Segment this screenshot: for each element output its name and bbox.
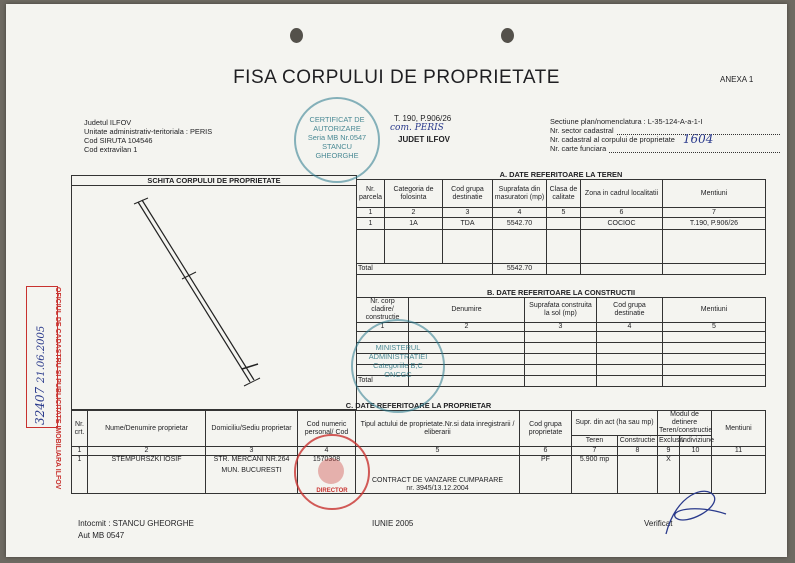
authorization-stamp-middle: MINISTERUL ADMINISTRATIEI Categoriile B,C ONCGC: [351, 319, 445, 413]
land-table: [356, 179, 766, 275]
land-row: 1 1A TDA 5542.70 COCIOC T.190, P.906/26: [357, 218, 766, 230]
punch-hole: [501, 28, 514, 43]
verified-label: Verificat: [644, 519, 673, 528]
section-a-title: A. DATE REFERITOARE LA TEREN: [499, 170, 623, 179]
owner-row: 1 STEMPURSZKI IOSIF STR. MERCANI NR.264 MUN. BUCURESTI 1570308 CONTRACT DE VANZARE CUMPARARE nr. 3945/13.12.2004 PF 5.900 mp X: [72, 456, 766, 494]
col-zona: Zona in cadrul localitatii: [581, 180, 663, 208]
col-categoria: Categoria de folosinta: [385, 180, 443, 208]
buildings-header-row: Nr. corp cladire/ constructie Denumire Suprafata construita la sol (mp) Cod grupa destinatie Mentiuni: [357, 298, 766, 323]
judet-stamp-text: JUDET ILFOV: [398, 135, 451, 144]
coat-of-arms-icon: [318, 458, 344, 484]
judet-line: Judetul ILFOV: [84, 118, 132, 127]
verifier-signature: [656, 474, 736, 544]
total-label: Total: [357, 264, 493, 275]
section-c-title: C. DATE REFERITOARE LA PROPRIETAR: [345, 401, 492, 410]
buildings-total-row: Total: [357, 376, 766, 387]
col-mentiuni: Mentiuni: [663, 180, 766, 208]
sectiune-line: Sectiune plan/nomenclatura : L-35-124-A-a-1-I: [550, 117, 703, 126]
col-clasa: Clasa de calitate: [547, 180, 581, 208]
parcel-sketch: [72, 186, 356, 406]
sector-line: Nr. sector cadastral: [550, 126, 780, 135]
buildings-index-row: 1 2 3 4 5: [357, 323, 766, 332]
cadastral-form: [6, 4, 787, 557]
punch-hole: [290, 28, 303, 43]
extravilan-line: Cod extravilan 1: [84, 145, 138, 154]
sketch-panel: [71, 175, 357, 410]
owner-subheader-row: Teren Constructie Exclusiv Indiviziune: [72, 436, 766, 447]
authorization-stamp-top: CERTIFICAT DE AUTORIZARE Seria MB Nr.0547 STANCU GHEORGHE: [294, 97, 380, 183]
owner-name: STEMPURSZKI IOSIF: [88, 456, 206, 494]
carte-funciara-line: Nr. carte funciara: [550, 144, 780, 153]
official-seal: DIRECTOR: [294, 434, 370, 510]
registry-number: 32407: [33, 386, 47, 425]
col-parcela: Nr. parcela: [357, 180, 385, 208]
registry-stamp: OFICIUL DE CADASTRU SI PUBLICITATE IMOBILIARA ILFOV 32407 21.06.2005: [26, 286, 58, 428]
uat-line: Unitate administrativ-teritoriala : PERIS: [84, 127, 213, 136]
nr-cadastral-line: Nr. cadastral al corpului de proprietate 1604: [550, 132, 714, 146]
section-b-title: B. DATE REFERITOARE LA CONSTRUCTII: [486, 288, 636, 297]
registry-date: 21.06.2005: [36, 325, 47, 383]
siruta-line: Cod SIRUTA 104546: [84, 136, 153, 145]
left-info: [84, 118, 212, 154]
right-info: [550, 117, 780, 153]
annex-label: ANEXA 1: [720, 75, 754, 84]
owner-index-row: 1 2 3 4 5 6 7 8 9 10 11: [72, 447, 766, 456]
form-date: IUNIE 2005: [372, 519, 414, 528]
land-empty-row: [357, 230, 766, 264]
col-suprafata: Suprafata din masuratori (mp): [493, 180, 547, 208]
prepared-by: Intocmit : STANCU GHEORGHE: [78, 519, 194, 528]
form-title: FISA CORPULUI DE PROPRIETATE: [233, 67, 560, 88]
commune-handwritten: com. PERIS: [390, 123, 444, 133]
owner-header-row: Nr. crt. Nume/Denumire proprietar Domiciliu/Sediu proprietar Cod numeric personal/ Cod Tipul actului de proprietate.Nr.si data inregistrarii / eliberarii Cod grupa proprietate Supr. din act (ha sau mp) Modul de detinere Teren/constructie Mentiuni: [72, 411, 766, 436]
land-index-row: 1 2 3 4 5 6 7: [357, 208, 766, 218]
land-header-row: [357, 180, 766, 208]
total-value: 5542.70: [493, 264, 547, 275]
col-cod-grupa: Cod grupa destinatie: [443, 180, 493, 208]
nr-cadastral-value: 1604: [682, 132, 714, 146]
land-total-row: [357, 264, 766, 275]
authorization: Aut MB 0547: [78, 531, 125, 540]
tarla-parcela: T. 190, P.906/26: [394, 114, 452, 123]
sketch-title: SCHITA CORPULUI DE PROPRIETATE: [72, 176, 356, 186]
